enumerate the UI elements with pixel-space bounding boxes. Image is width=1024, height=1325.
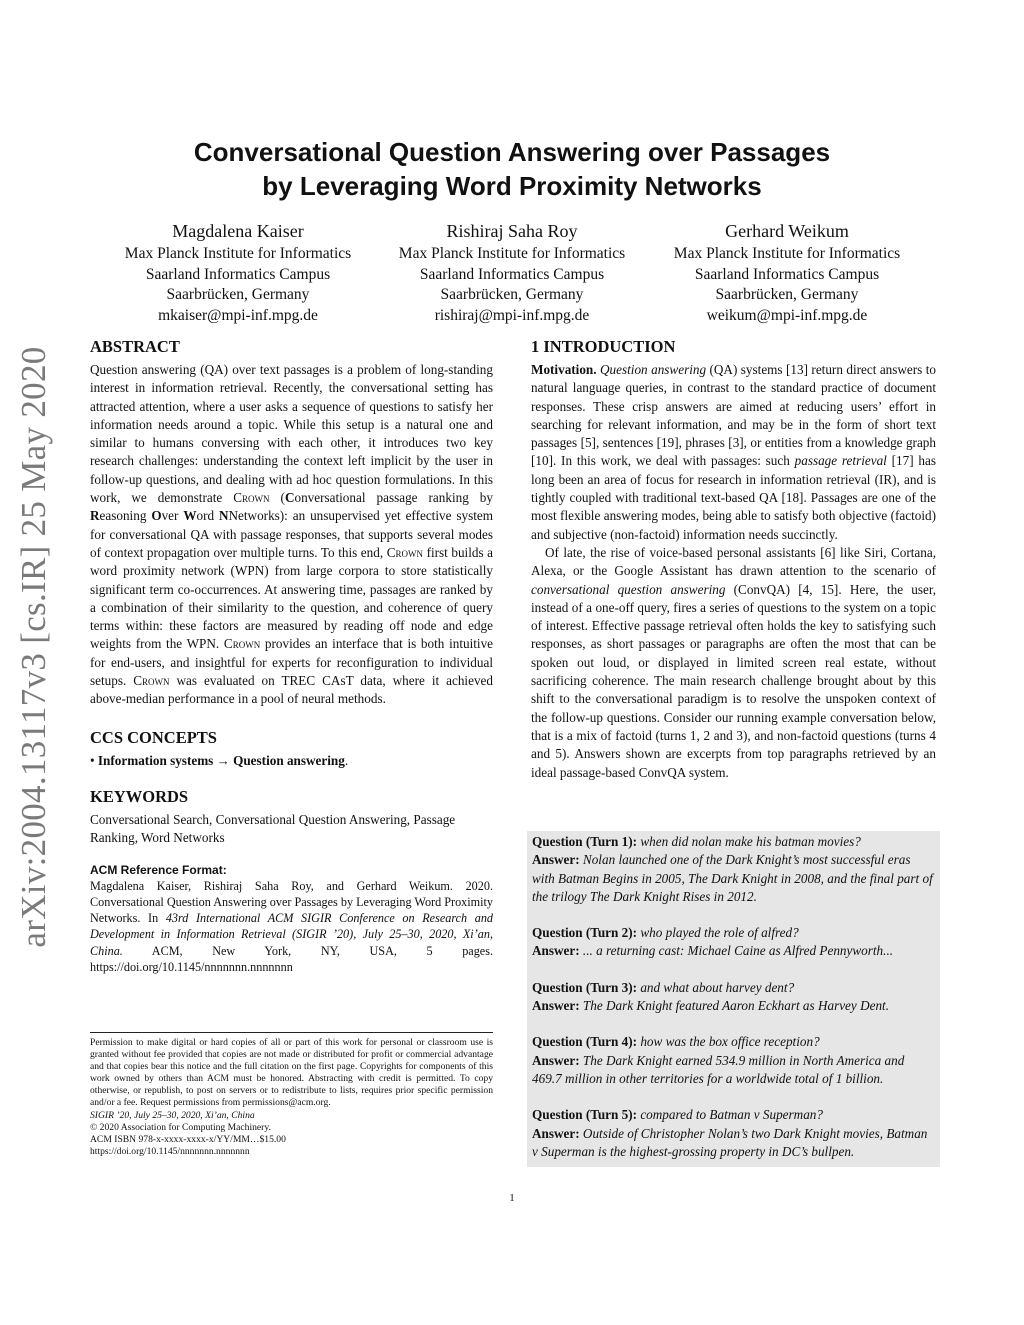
arxiv-stamp-text: arXiv:2004.13117v3 [cs.IR] 25 May 2020 [14,346,53,948]
system-name: Crown [233,490,270,506]
author-email[interactable]: mkaiser@mpi-inf.mpg.de [158,306,318,324]
author-city: Saarbrücken, Germany [440,286,584,303]
author-name: Rishiraj Saha Roy [446,221,578,241]
permission-doi[interactable]: https://doi.org/10.1145/nnnnnnn.nnnnnnn [90,1145,250,1157]
paper-title [100,135,924,203]
author-campus: Saarland Informatics Campus [145,265,331,283]
author-institution: Max Planck Institute for Informatics [124,245,352,262]
abstract-text: Question answering (QA) over text passages is a problem of long-standing interest in information retrieval. Recently, the conversational setting has attracted attention, where a user asks a sequence of questions to satisfy her information needs around a topic. While this setup is a natural one and similar to humans conversing with each other, it introduces two key research challenges: understanding the context left implicit by the user in follow-up questions, and dealing with ad hoc question formulations. In this work, we demonstrate Crown (Conversational passage ranking by Reasoning Over Word NNetworks): an unsupervised yet effective system for conversational QA with passage responses, that supports several modes of context propagation over multiple turns. To this end, Crown first builds a word proximity network (WPN) from large corpora to store statistically significant term co-occurrences. At answering time, passages are ranked by a combination of their similarity to the question, and coherence of query terms within: these factors are measured by reading off node and edge weights from the WPN. Crown provides an interface that is both intuitive for end-users, and insightful for experts for reconfiguration to individual setups. Crown was evaluated on TREC CAsT data, where it achieved above-median performance in a pool of neural methods. [90,362,494,707]
conversation-turn: Question (Turn 5): compared to Batman v Superman? Answer: Outside of Christopher Nolan’s two Dark Knight movies, Batman v Superman is the highest-grossing property in DC’s bullpen. [532,1107,928,1159]
permission-copyright: © 2020 Association for Computing Machinery. [90,1121,271,1133]
author-name: Gerhard Weikum [725,221,849,241]
left-column [90,337,493,975]
author-email[interactable]: rishiraj@mpi-inf.mpg.de [434,306,590,324]
author-institution: Max Planck Institute for Informatics [673,245,901,262]
intro-paragraph-2: Of late, the rise of voice-based personal assistants [6] like Siri, Cortana, Alexa, or the Google Assistant has drawn attention to the scenario of conversational question answering (ConvQA) [4, 15]. Here, the user, instead of a one-off query, fires a series of questions to the system on a topic of interest. Effective passage retrieval often holds the key to satisfying such responses, as short passages or paragraphs are often the most that can be spoken out loud, or displayed in limited screen real estate, without sacrificing coherence. The main research challenge brought about by this shift to the conversational paradigm is to resolve the unspoken context of the follow-up questions. Consider our running example conversation below, that is a mix of factoid (turns 1, 2 and 3), and non-factoid questions (turns 4 and 5). Answers shown are excerpts from top paragraphs retrieved by an ideal passage-based ConvQA system. [531,544,936,780]
right-column [531,337,936,782]
author-name: Magdalena Kaiser [172,221,304,241]
permission-footnote [90,1032,493,1158]
abstract-heading: ABSTRACT [90,337,180,356]
keywords-text: Conversational Search, Conversational Question Answering, Passage Ranking, Word Networks [90,811,456,846]
conversation-turn: Question (Turn 2): who played the role of alfred? Answer: ... a returning cast: Michael Caine as Alfred Pennyworth... [532,925,894,959]
author-institution: Max Planck Institute for Informatics [398,245,626,262]
conversation-turn: Question (Turn 4): how was the box office reception? Answer: The Dark Knight earned 534.9 million in North America and 469.7 million in other territories for a worldwide total of 1 billion. [532,1034,905,1086]
ccs-concepts: • Information systems → Question answering. [90,752,349,768]
intro-paragraph-1: Motivation. Question answering (QA) systems [13] return direct answers to natural language queries, in contrast to the standard practice of document responses. These crisp answers are aimed at reducing users’ effort in searching for relevant information, and may be in the form of short text passages [5], sentences [19], phrases [3], or entities from a knowledge graph [10]. In this work, we deal with passages: such passage retrieval [17] has long been an area of focus for research in information retrieval (IR), and is tightly coupled with traditional text-based QA [18]. Passages are one of the most flexible answering modes, being able to satisfy both objective (factoid) and subjective (non-factoid) information needs succinctly. [531,362,937,542]
permission-venue: SIGIR ’20, July 25–30, 2020, Xi’an, China [90,1109,255,1121]
acm-reference-text: Magdalena Kaiser, Rishiraj Saha Roy, and Gerhard Weikum. 2020. Conversational Question Answering over Passages by Leveraging Word Proximity Networks. In 43rd International ACM SIGIR Conference on Research and Development in Information Retrieval (SIGIR ’20), July 25–30, 2020, Xi’an, China. ACM, New York, NY, USA, 5 pages. https://doi.org/10.1145/nnnnnnn.nnnnnnn [90,878,494,975]
author-1 [108,220,368,326]
author-3 [657,220,917,326]
page-number: 1 [509,1192,515,1204]
author-campus: Saarland Informatics Campus [694,265,880,283]
conversation-example-box [527,831,940,1167]
permission-text: Permission to make digital or hard copies of all or part of this work for personal or classroom use is granted without fee provided that copies are not made or distributed for profit or commercial advantage and that copies bear this notice and the full citation on the first page. Copyrights for components of this work owned by others than ACM must be honored. Abstracting with credit is permitted. To copy otherwise, or republish, to post on servers or to redistribute to lists, requires prior specific permission and/or a fee. Request permissions from permissions@acm.org. [90,1037,493,1109]
keywords-heading: KEYWORDS [90,786,189,806]
author-city: Saarbrücken, Germany [166,286,310,303]
introduction-heading: 1 INTRODUCTION [531,337,676,356]
author-city: Saarbrücken, Germany [715,286,859,303]
title-line-2: by Leveraging Word Proximity Networks [262,171,762,201]
ccs-heading: CCS CONCEPTS [90,727,217,747]
title-line-1: Conversational Question Answering over Passages [193,137,831,167]
conversation-turn: Question (Turn 3): and what about harvey dent? Answer: The Dark Knight featured Aaron Eckhart as Harvey Dent. [532,979,889,1014]
author-campus: Saarland Informatics Campus [419,265,605,283]
permission-isbn: ACM ISBN 978-x-xxxx-xxxx-x/YY/MM…$15.00 [90,1133,286,1145]
author-email[interactable]: weikum@mpi-inf.mpg.de [706,306,868,324]
arxiv-stamp [12,346,56,948]
conversation-turn: Question (Turn 1): when did nolan make his batman movies? Answer: Nolan launched one of the Dark Knight’s most successful eras with Batman Begins in 2005, The Dark Knight in 2008, and the final part of the trilogy The Dark Knight Rises in 2012. [532,834,933,904]
acm-reference-heading: ACM Reference Format: [90,862,227,877]
author-2 [382,220,642,326]
